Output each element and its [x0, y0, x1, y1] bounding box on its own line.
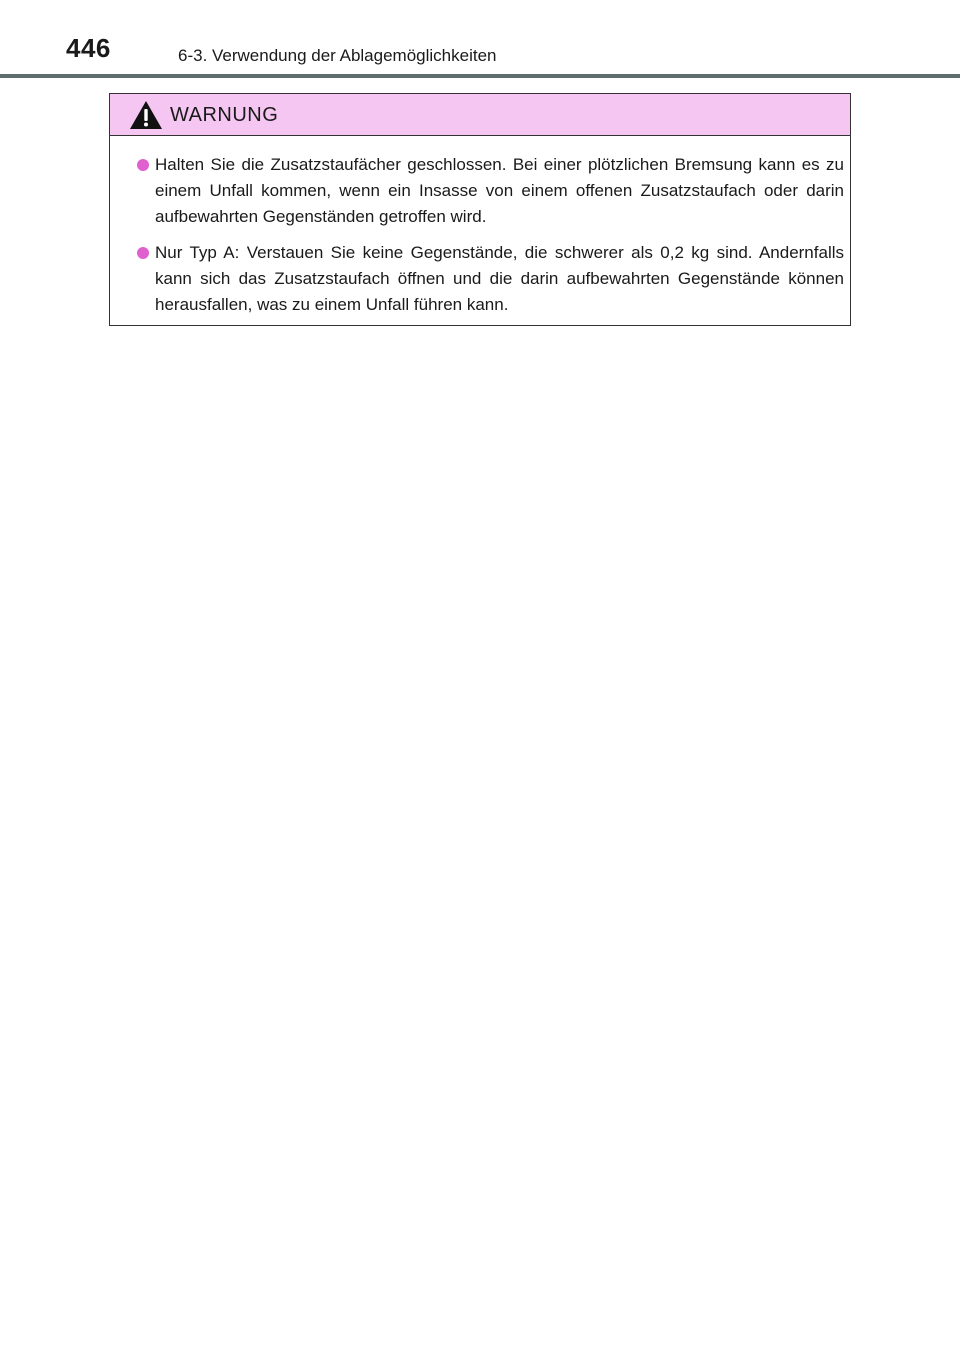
bullet-icon: [137, 247, 149, 259]
section-title: 6-3. Verwendung der Ablagemöglichkeiten: [178, 46, 497, 65]
warning-item-text: Nur Typ A: Verstauen Sie keine Gegenstände, die schwerer als 0,2 kg sind. Andernfalls kann sich das Zusatzstaufach öffnen und die darin aufbewahrten Gegenstände können herausfallen, was zu einem Unfall führen kann.: [155, 243, 844, 314]
warning-item: [137, 240, 844, 318]
warning-title: WARNUNG: [170, 104, 279, 126]
warning-item-text: Halten Sie die Zusatzstaufächer geschlossen. Bei einer plötzlichen Bremsung kann es zu einem Unfall kommen, wenn ein Insasse von einem offenen Zusatzstaufach oder darin aufbewahrten Gegenständen getroffen wird.: [155, 155, 844, 226]
warning-list: [137, 152, 844, 328]
bullet-icon: [137, 159, 149, 171]
warning-header: [110, 94, 850, 136]
header-divider: [0, 74, 960, 78]
warning-triangle-icon: [129, 100, 163, 130]
warning-box: [109, 93, 851, 326]
warning-item: [137, 152, 844, 230]
page-number: 446: [66, 33, 111, 63]
